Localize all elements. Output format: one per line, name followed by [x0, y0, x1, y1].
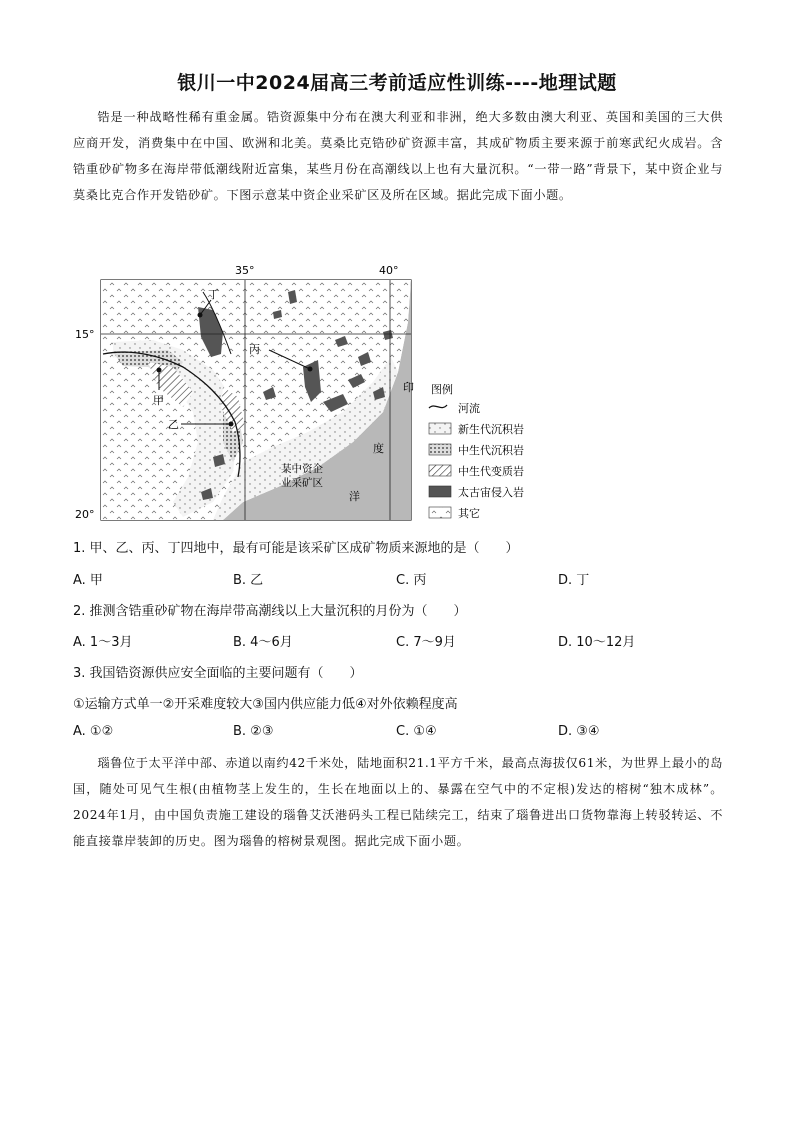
page-title: 银川一中2024届高三考前适应性训练----地理试题: [177, 72, 617, 94]
question-1-stem: 1. 甲、乙、丙、丁四地中，最有可能是该采矿区成矿物质来源地的是（ ）: [73, 541, 519, 556]
legend-river: 河流: [458, 402, 480, 415]
q2-option-b[interactable]: B. 4～6月: [233, 635, 293, 650]
mozambique-geology-map: [73, 262, 528, 524]
question-2-stem: 2. 推测含锆重砂矿物在海岸带高潮线以上大量沉积的月份为（ ）: [73, 604, 467, 619]
lat-20-label: 20°: [75, 508, 95, 521]
passage-zirconium: 锆是一种战略性稀有重金属。锆资源集中分布在澳大利亚和非洲，绝大多数由澳大利亚、英国和美国的三大供应商开发，消费集中在中国、欧洲和北美。莫桑比克锆砂矿资源丰富，其成矿物质主要来源于前寒武纪火成岩。含锆重砂矿物多在海岸带低潮线附近富集，某些月份在高潮线以上也有大量沉积。“一带一路”背景下，某中资企业与莫桑比克合作开发锆砂矿。下图示意某中资企业采矿区及所在区域。据此完成下面小题。: [73, 110, 723, 202]
ocean-char-1: 印: [403, 381, 414, 394]
question-3-stem: 3. 我国锆资源供应安全面临的主要问题有（ ）: [73, 666, 363, 681]
q3-option-b[interactable]: B. ②③: [233, 724, 274, 739]
place-ding: 丁: [208, 288, 219, 301]
q1-option-b[interactable]: B. 乙: [233, 573, 264, 588]
q2-option-d[interactable]: D. 10～12月: [558, 635, 636, 650]
legend-cenozoic-sediment: 新生代沉积岩: [458, 423, 524, 436]
legend-mesozoic-sediment: 中生代沉积岩: [458, 444, 524, 457]
place-bing: 丙: [249, 343, 260, 356]
passage-nauru: 瑙鲁位于太平洋中部、赤道以南约42千米处，陆地面积21.1平方千米，最高点海拔仅61米，为世界上最小的岛国，随处可见气生根(由植物茎上发生的，生长在地面以上的、暴露在空气中的不定根)发达的榕树“独木成林”。2024年1月，由中国负责施工建设的瑙鲁艾沃港码头工程已陆续完工，结束了瑙鲁进出口货物靠海上转驳转运、不能直接靠岸装卸的历史。图为瑙鲁的榕树景观图。据此完成下面小题。: [73, 756, 723, 848]
lat-15-label: 15°: [75, 328, 95, 341]
ocean-char-2: 度: [373, 442, 384, 455]
place-jia: 甲: [153, 394, 164, 407]
mine-area-label-1: 某中资企: [281, 463, 323, 475]
map-legend: [429, 382, 524, 520]
legend-river-symbol: [429, 405, 447, 408]
lon-35-label: 35°: [235, 264, 255, 277]
ocean-char-3: 洋: [349, 490, 360, 503]
q2-option-a[interactable]: A. 1～3月: [73, 635, 133, 650]
lon-40-label: 40°: [379, 264, 399, 277]
q2-option-c[interactable]: C. 7～9月: [396, 635, 456, 650]
legend-mesozoic-metamorphic: 中生代变质岩: [458, 465, 524, 478]
q1-option-a[interactable]: A. 甲: [73, 573, 103, 588]
legend-title: 图例: [431, 383, 453, 396]
q1-option-c[interactable]: C. 丙: [396, 573, 427, 588]
legend-archean-intrusive: 太古宙侵入岩: [458, 486, 524, 499]
q1-option-d[interactable]: D. 丁: [558, 573, 590, 588]
q3-option-a[interactable]: A. ①②: [73, 724, 114, 739]
place-yi: 乙: [168, 418, 179, 431]
q3-option-d[interactable]: D. ③④: [558, 724, 600, 739]
mine-area-label-2: 业采矿区: [281, 477, 323, 489]
question-3-statements: ①运输方式单一②开采难度较大③国内供应能力低④对外依赖程度高: [73, 697, 458, 712]
q3-option-c[interactable]: C. ①④: [396, 724, 437, 739]
legend-other: 其它: [458, 507, 480, 520]
